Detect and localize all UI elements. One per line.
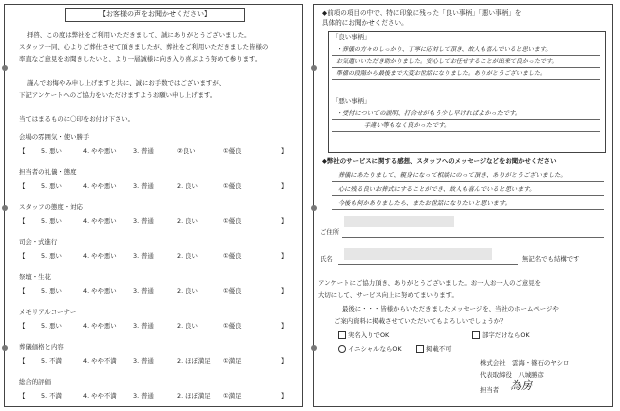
name-label: 氏名 bbox=[320, 255, 333, 263]
rating-option[interactable]: 2. 良い bbox=[177, 182, 198, 190]
rating-option[interactable]: 5. 悪い bbox=[41, 147, 62, 155]
rating-option[interactable]: 5. 不満 bbox=[41, 357, 62, 365]
question-intro: ◆前項の項目の中で、特に印象に残った「良い事柄」「悪い事柄」を bbox=[322, 9, 522, 17]
good-handwriting: 準備の段階から最後まで大変お世話になりました。ありがとうございました。 bbox=[336, 70, 547, 77]
bracket-open: 【 bbox=[19, 147, 26, 155]
thanks-line: 大切にして、サービス向上に努めてまいります。 bbox=[318, 291, 458, 299]
page-gap bbox=[302, 6, 303, 405]
address-line bbox=[342, 237, 604, 238]
intro-line: 拝啓、この度は弊社をご利用いただきまして、誠にありがとうございました。 bbox=[27, 31, 251, 39]
rating-option[interactable]: ①優良 bbox=[223, 182, 242, 190]
bracket-close: 】 bbox=[281, 182, 288, 190]
rating-option[interactable]: 5. 悪い bbox=[41, 217, 62, 225]
bracket-open: 【 bbox=[19, 287, 26, 295]
ruled-line bbox=[332, 79, 600, 80]
rating-option[interactable]: 4. やや悪い bbox=[83, 182, 117, 190]
service-handwriting: 心に残る良いお葬式にすることができ、故人も喜んでいると思います。 bbox=[338, 186, 536, 193]
question-label: 葬儀価格と内容 bbox=[19, 343, 64, 351]
rating-option[interactable]: 4. やや不満 bbox=[83, 392, 117, 400]
rating-option[interactable]: 4. やや悪い bbox=[83, 217, 117, 225]
name-line bbox=[338, 264, 518, 265]
rating-option[interactable]: 4. やや悪い bbox=[83, 287, 117, 295]
option-initials[interactable]: イニシャルならOK bbox=[338, 345, 402, 354]
rating-option[interactable]: 3. 普通 bbox=[133, 147, 154, 155]
rating-option[interactable]: 4. やや悪い bbox=[83, 147, 117, 155]
good-handwriting: お気遣いいただき助かりました。安心してお任せすることが出来て良かったです。 bbox=[336, 58, 558, 65]
rating-option[interactable]: 2. ほぼ満足 bbox=[177, 392, 211, 400]
binder-hole bbox=[311, 345, 317, 351]
redacted-block bbox=[344, 248, 492, 260]
rating-option[interactable]: ②良い bbox=[177, 147, 196, 155]
thanks-line: ご案内資料に掲載させていただいてもよろしいでしょうか？ bbox=[334, 317, 507, 325]
left-header: 【お客様の声をお聞かせください】 bbox=[65, 8, 245, 22]
binder-hole bbox=[311, 65, 317, 71]
bracket-close: 】 bbox=[281, 357, 288, 365]
rating-option[interactable]: ①優良 bbox=[223, 287, 242, 295]
rating-option[interactable]: 3. 普通 bbox=[133, 392, 154, 400]
bracket-close: 】 bbox=[281, 392, 288, 400]
bracket-open: 【 bbox=[19, 182, 26, 190]
bracket-open: 【 bbox=[19, 252, 26, 260]
rating-option[interactable]: 3. 普通 bbox=[133, 357, 154, 365]
staff-label: 担当者 bbox=[480, 386, 500, 394]
checkbox-icon[interactable] bbox=[338, 331, 346, 339]
rating-row bbox=[19, 216, 289, 226]
rating-option[interactable]: 5. 悪い bbox=[41, 322, 62, 330]
intro-line: 率直なご意見をお聞きしたいと、より一層誠様に向き入り喜ぶよう努めて参ります。 bbox=[19, 55, 262, 63]
rating-option[interactable]: ①満足 bbox=[223, 357, 242, 365]
option-realname[interactable]: 実名入りでOK bbox=[338, 331, 389, 340]
binder-hole bbox=[311, 205, 317, 211]
checked-circle-icon[interactable] bbox=[338, 345, 346, 353]
intro-line: 謹んでお悔やみ申し上げますと共に、誠にお手数ではございますが、 bbox=[27, 79, 226, 87]
intro-line: スタッフ一同、心よりご葬仕させて頂きましたが、葬社をご利用いただきました皆様の bbox=[19, 43, 269, 51]
rating-row bbox=[19, 181, 289, 191]
left-survey-page bbox=[4, 4, 303, 407]
bracket-open: 【 bbox=[19, 392, 26, 400]
rating-option[interactable]: 4. やや不満 bbox=[83, 357, 117, 365]
company-name: 株式会社 雲海・篠石のヤシロ bbox=[480, 359, 570, 367]
staff-signature: 為房 bbox=[510, 379, 532, 392]
rating-option[interactable]: 2. ほぼ満足 bbox=[177, 357, 211, 365]
option-decline[interactable]: 掲載不可 bbox=[416, 345, 452, 354]
bracket-close: 】 bbox=[281, 287, 288, 295]
rating-option[interactable]: 5. 悪い bbox=[41, 182, 62, 190]
ruled-line bbox=[332, 119, 600, 120]
binder-hole bbox=[2, 205, 8, 211]
rating-row bbox=[19, 356, 289, 366]
ruled-line bbox=[332, 209, 604, 210]
rating-option[interactable]: 3. 普通 bbox=[133, 322, 154, 330]
rating-option[interactable]: 4. やや悪い bbox=[83, 322, 117, 330]
good-handwriting: ・葬儀の方々のしっかり、丁寧に応対して頂き、故人も喜んでいると思います。 bbox=[336, 46, 552, 53]
representative: 代表取締役 八城勝彦 bbox=[480, 371, 544, 379]
checkbox-icon[interactable] bbox=[416, 345, 424, 353]
bad-handwriting: ・受付についての説明、打合せがもう少し早ければよかったです。 bbox=[336, 110, 522, 117]
rating-option[interactable]: 2. 良い bbox=[177, 322, 198, 330]
bracket-close: 】 bbox=[281, 217, 288, 225]
ruled-line bbox=[332, 55, 600, 56]
bracket-open: 【 bbox=[19, 322, 26, 330]
question-label: メモリアルコーナー bbox=[19, 308, 77, 316]
rating-option[interactable]: 2. 良い bbox=[177, 252, 198, 260]
question-label: スタッフの態度・対応 bbox=[19, 203, 83, 211]
rating-option[interactable]: ①満足 bbox=[223, 392, 242, 400]
option-surname[interactable]: 部字だけならOK bbox=[472, 331, 530, 340]
ruled-line bbox=[332, 131, 600, 132]
checkbox-icon[interactable] bbox=[472, 331, 480, 339]
ruled-line bbox=[332, 195, 604, 196]
anonymous-note: 無記名でも結構です bbox=[522, 255, 580, 263]
rating-option[interactable]: 5. 不満 bbox=[41, 392, 62, 400]
question-label: 祭壇・生花 bbox=[19, 273, 51, 281]
rating-option[interactable]: ①優良 bbox=[223, 252, 242, 260]
bracket-close: 】 bbox=[281, 252, 288, 260]
rating-option[interactable]: 4. やや悪い bbox=[83, 252, 117, 260]
bracket-close: 】 bbox=[281, 147, 288, 155]
question-label: 会場の雰囲気・使い勝手 bbox=[19, 133, 90, 141]
address-label: ご住所 bbox=[320, 228, 340, 236]
intro-line: 下記アンケートへのご協力をいただけますようお願い申し上げます。 bbox=[19, 91, 217, 99]
service-handwriting: 葬儀にあたりまして、親身になって相談にのって頂き、ありがとうございました。 bbox=[338, 172, 567, 179]
binder-hole bbox=[2, 65, 8, 71]
thanks-line: アンケートにご協力頂き、ありがとうございました。お一人お一人のご意見を bbox=[318, 279, 542, 287]
question-label: 司会・式進行 bbox=[19, 238, 58, 246]
rating-option[interactable]: 2. 良い bbox=[177, 217, 198, 225]
rating-option[interactable]: 3. 普通 bbox=[133, 252, 154, 260]
rating-option[interactable]: 2. 良い bbox=[177, 287, 198, 295]
service-handwriting: 今後も何かありましたら、またお世話になりたいと思います。 bbox=[338, 200, 511, 207]
question-label: 担当者の礼儀・態度 bbox=[19, 168, 77, 176]
service-title: ◆弊社のサービスに関する感想、スタッフへのメッセージなどをお聞かせください bbox=[322, 157, 557, 165]
right-survey-page bbox=[313, 4, 613, 407]
rating-row bbox=[19, 286, 289, 296]
rating-option[interactable]: 5. 悪い bbox=[41, 287, 62, 295]
rating-option[interactable]: 3. 普通 bbox=[133, 287, 154, 295]
rating-row bbox=[19, 391, 289, 401]
ruled-line bbox=[332, 67, 600, 68]
rating-option[interactable]: ①優良 bbox=[223, 217, 242, 225]
rating-option[interactable]: ①優良 bbox=[223, 322, 242, 330]
question-label: 総合的評価 bbox=[19, 378, 51, 386]
rating-option[interactable]: ①優良 bbox=[223, 147, 242, 155]
rating-option[interactable]: 3. 普通 bbox=[133, 217, 154, 225]
bracket-close: 】 bbox=[281, 322, 288, 330]
binder-hole bbox=[2, 345, 8, 351]
bracket-open: 【 bbox=[19, 357, 26, 365]
rating-row bbox=[19, 251, 289, 261]
instruction-text: 当てはまるものに〇印をお付け下さい。 bbox=[19, 115, 135, 123]
good-title: 「良い事柄」 bbox=[332, 33, 371, 41]
redacted-block bbox=[344, 216, 454, 227]
thanks-line: 最後に・・・皆様からいただきましたメッセージを、当社のホームページや bbox=[342, 305, 559, 313]
rating-option[interactable]: 5. 悪い bbox=[41, 252, 62, 260]
bad-handwriting: 手違い等もなく良かったです。 bbox=[364, 122, 451, 129]
bad-title: 「悪い事柄」 bbox=[332, 97, 371, 105]
ruled-line bbox=[332, 181, 604, 182]
rating-row bbox=[19, 321, 289, 331]
rating-option[interactable]: 3. 普通 bbox=[133, 182, 154, 190]
rating-row bbox=[19, 146, 289, 156]
question-intro: 具体的にお聞かせください。 bbox=[322, 19, 408, 27]
bracket-open: 【 bbox=[19, 217, 26, 225]
